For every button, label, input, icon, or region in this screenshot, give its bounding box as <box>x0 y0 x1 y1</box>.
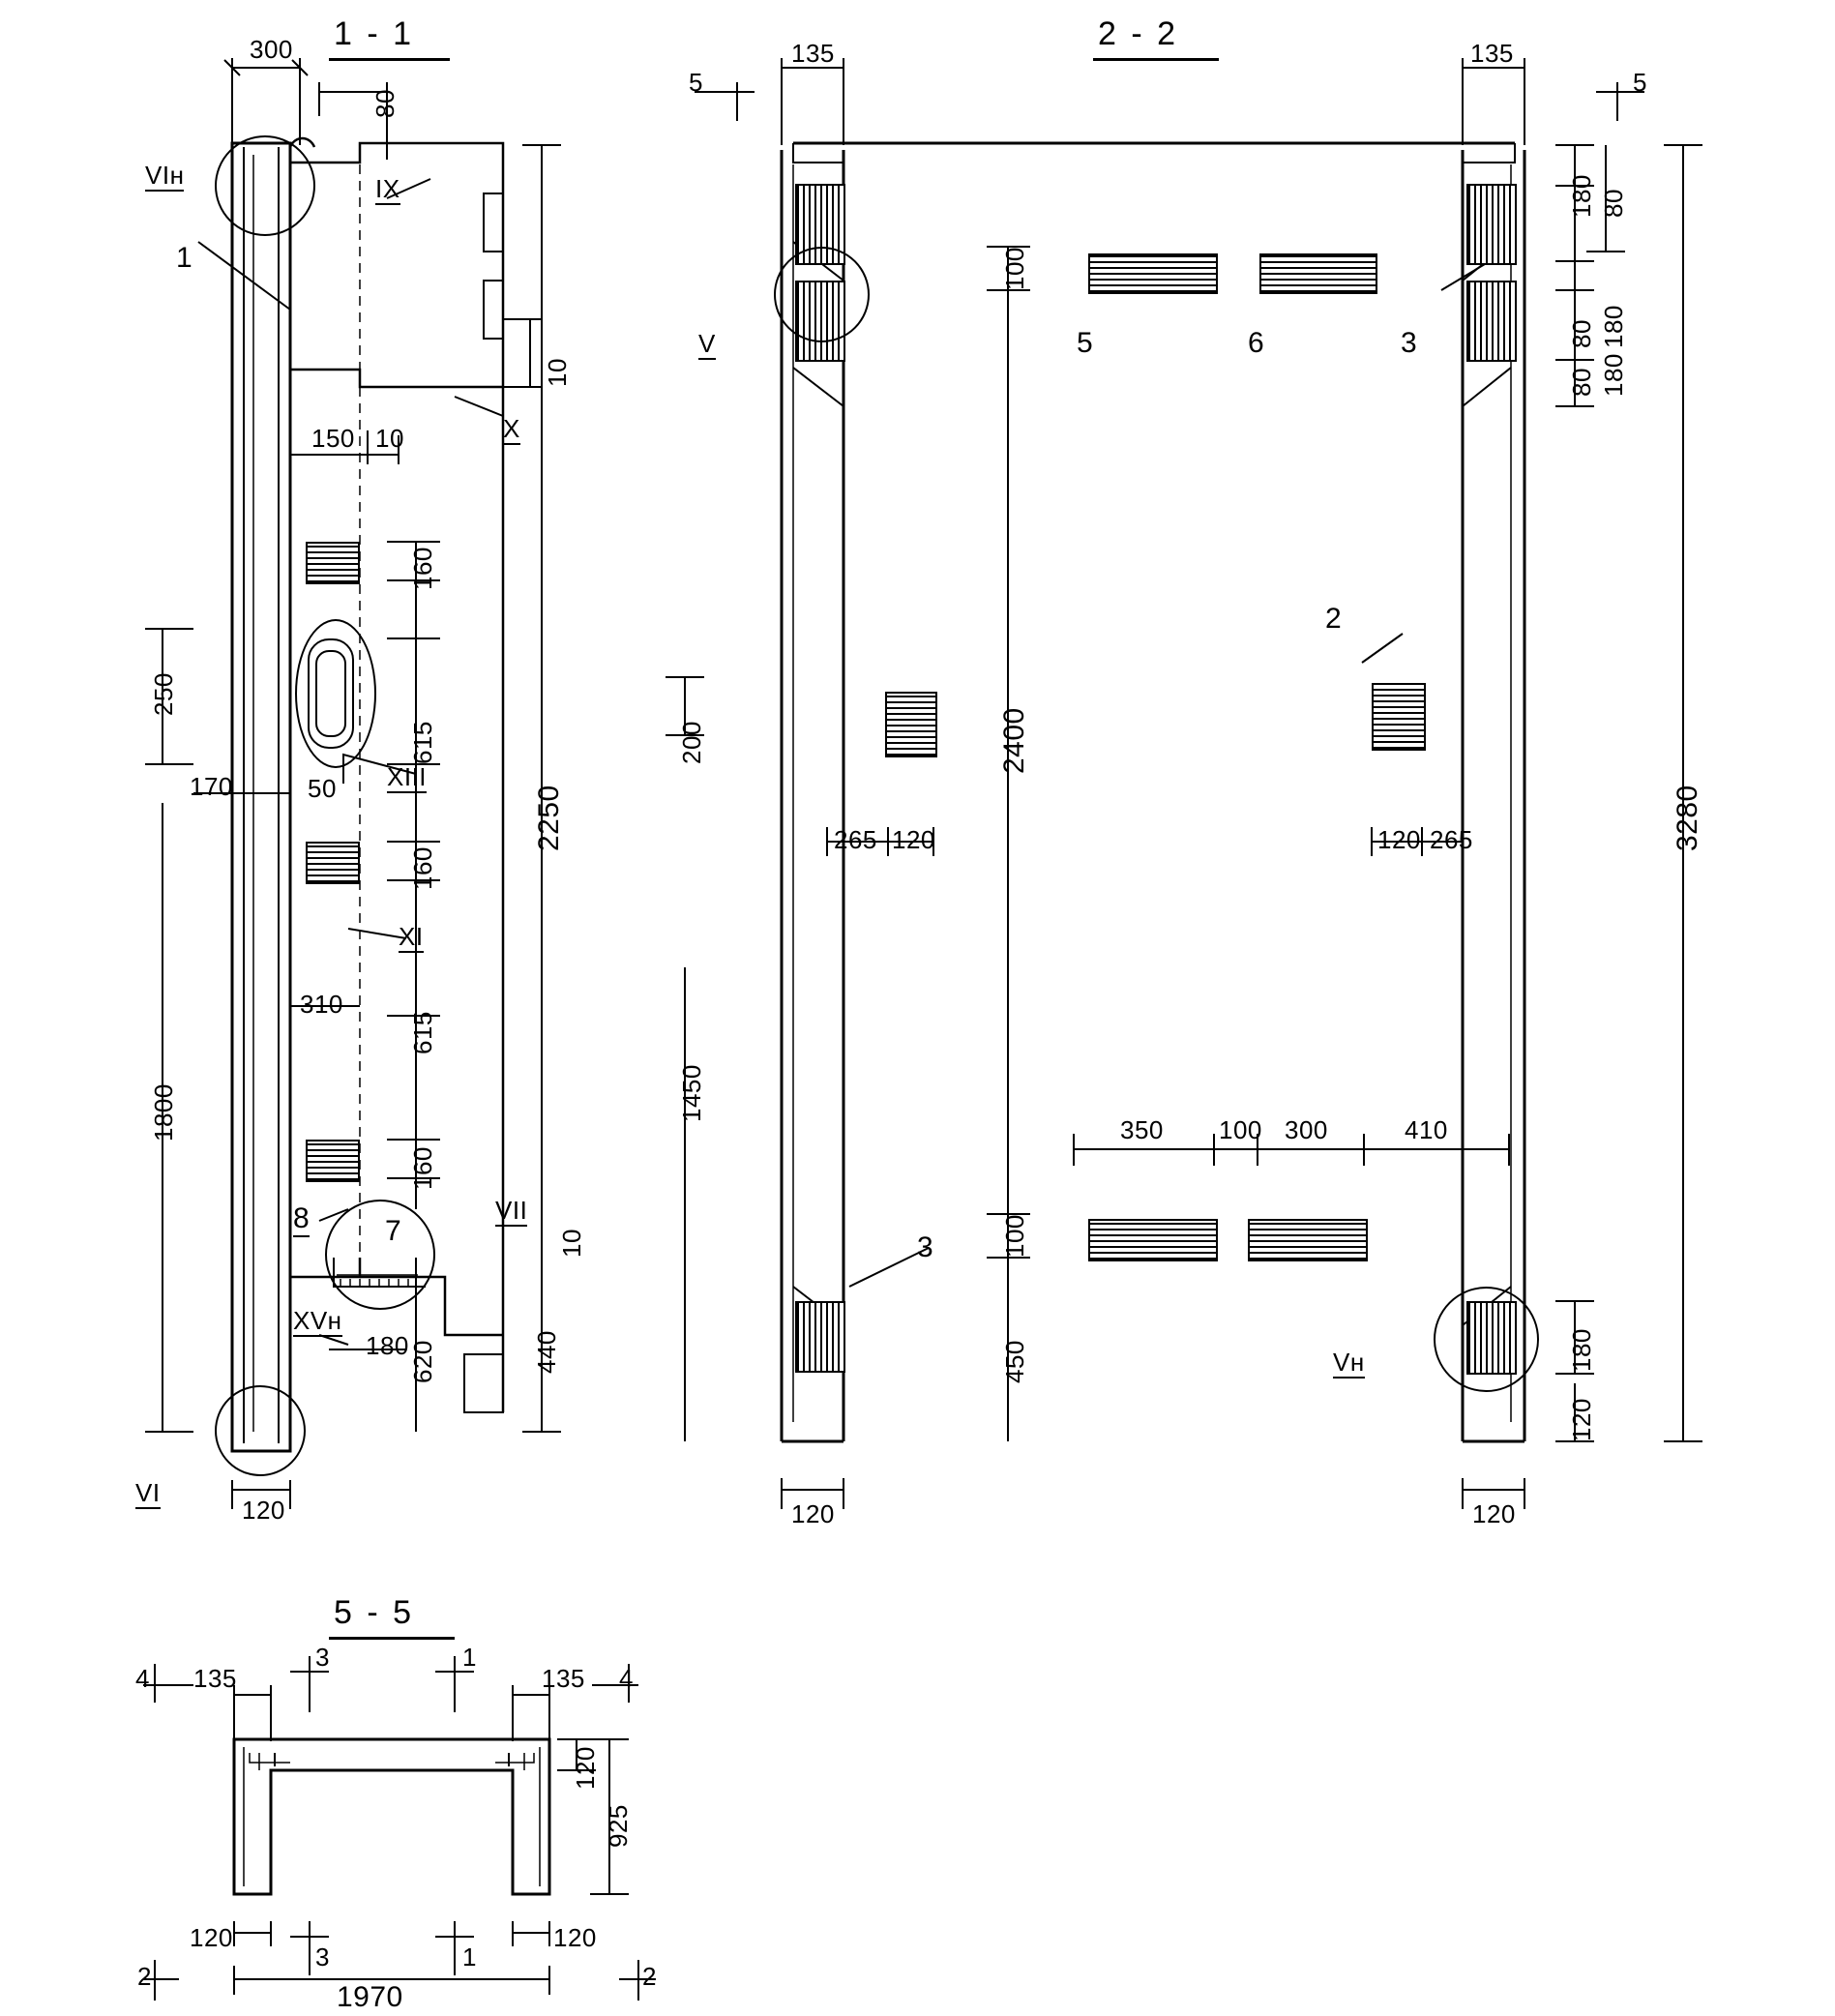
mark-5-left: 5 <box>689 68 703 97</box>
dim-1450: 1450 <box>677 1064 706 1122</box>
dim-615-a: 615 <box>408 721 437 764</box>
dim-200: 200 <box>677 721 706 764</box>
dim-10: 10 <box>375 424 404 453</box>
view-title-2-2: 2 - 2 <box>1098 15 1179 52</box>
dim-80: 80 <box>370 89 400 118</box>
part-6: 6 <box>1248 327 1265 359</box>
dim-135-left: 135 <box>791 39 835 68</box>
mark-4-left: 4 <box>135 1664 150 1693</box>
view-title-5-5: 5 - 5 <box>334 1594 415 1631</box>
dim-120-br: 120 <box>1472 1499 1516 1528</box>
dim-180: 180 <box>366 1331 409 1360</box>
dim-10-right: 10 <box>543 358 572 387</box>
mark-vi-n: VIн <box>145 161 185 190</box>
mark-xi: XI <box>399 922 424 951</box>
dim-120-55: 120 <box>571 1746 600 1790</box>
mark-vii: VII <box>495 1196 528 1225</box>
dim-410: 410 <box>1405 1115 1448 1144</box>
mark-3-top: 3 <box>315 1643 330 1672</box>
mark-2-right: 2 <box>642 1962 657 1991</box>
dim-300: 300 <box>250 35 293 64</box>
dim-180-b: 180 <box>1599 305 1628 348</box>
dim-160-a: 160 <box>408 547 437 590</box>
dim-120-left: 120 <box>892 825 935 854</box>
dim-350: 350 <box>1120 1115 1164 1144</box>
mark-1-top: 1 <box>462 1643 477 1672</box>
dim-80-a: 80 <box>1599 189 1628 218</box>
dim-120-bl-55: 120 <box>190 1923 233 1952</box>
dim-925: 925 <box>604 1804 633 1848</box>
dim-150: 150 <box>311 424 355 453</box>
part-7: 7 <box>385 1215 402 1247</box>
part-3-bottom: 3 <box>917 1231 934 1263</box>
dim-265-left: 265 <box>834 825 877 854</box>
dim-120-right-bottom: 120 <box>1567 1398 1596 1441</box>
dim-80-c: 80 <box>1567 368 1596 397</box>
mark-v: V <box>698 329 716 358</box>
dim-160-b: 160 <box>408 846 437 890</box>
part-8: 8 <box>293 1204 310 1237</box>
dim-440: 440 <box>532 1330 561 1374</box>
mark-xiii: XIII <box>387 762 428 791</box>
part-2: 2 <box>1325 603 1343 635</box>
dim-10-b: 10 <box>557 1229 586 1258</box>
dim-180-a: 180 <box>1567 174 1596 218</box>
dim-620: 620 <box>408 1340 437 1383</box>
mark-5-right: 5 <box>1633 68 1647 97</box>
mark-xv-n: XVн <box>293 1306 342 1335</box>
mark-4-right: 4 <box>619 1664 634 1693</box>
view-title-1-1: 1 - 1 <box>334 15 415 52</box>
dim-120-br-55: 120 <box>553 1923 597 1952</box>
mark-ix: IX <box>375 174 400 203</box>
dim-135-right-55: 135 <box>542 1664 585 1693</box>
part-1: 1 <box>176 242 193 274</box>
dim-120-right: 120 <box>1377 825 1421 854</box>
mark-vi: VI <box>135 1478 161 1507</box>
dim-1800: 1800 <box>149 1083 178 1141</box>
dim-180-c: 180 <box>1599 353 1628 397</box>
mark-x: X <box>503 414 520 443</box>
dim-170: 170 <box>190 772 233 801</box>
dim-120-bl: 120 <box>791 1499 835 1528</box>
dim-2400: 2400 <box>998 707 1030 774</box>
mark-1-bottom: 1 <box>462 1942 477 1972</box>
dim-2250: 2250 <box>533 785 565 851</box>
dim-80-b: 80 <box>1567 319 1596 348</box>
dim-100-top: 100 <box>1000 247 1029 290</box>
dim-615-b: 615 <box>408 1011 437 1054</box>
dim-310: 310 <box>300 990 343 1019</box>
dim-250: 250 <box>149 672 178 716</box>
part-5: 5 <box>1077 327 1094 359</box>
mark-v-n: Vн <box>1333 1348 1365 1377</box>
dim-450: 450 <box>1000 1340 1029 1383</box>
dim-1970: 1970 <box>337 1981 403 2013</box>
dim-160-c: 160 <box>408 1146 437 1190</box>
dim-100-bottom: 100 <box>1000 1214 1029 1258</box>
dim-180-bottom: 180 <box>1567 1328 1596 1372</box>
mark-2-left: 2 <box>137 1962 152 1991</box>
dim-120-bottom: 120 <box>242 1496 285 1525</box>
mark-3-bottom: 3 <box>315 1942 330 1972</box>
part-3-top: 3 <box>1401 327 1418 359</box>
dim-300: 300 <box>1285 1115 1328 1144</box>
dim-265-right: 265 <box>1430 825 1473 854</box>
dim-135-right: 135 <box>1470 39 1514 68</box>
dim-50: 50 <box>308 774 337 803</box>
dim-135-left-55: 135 <box>193 1664 237 1693</box>
dim-100-mid: 100 <box>1219 1115 1262 1144</box>
dim-3280: 3280 <box>1672 785 1703 851</box>
